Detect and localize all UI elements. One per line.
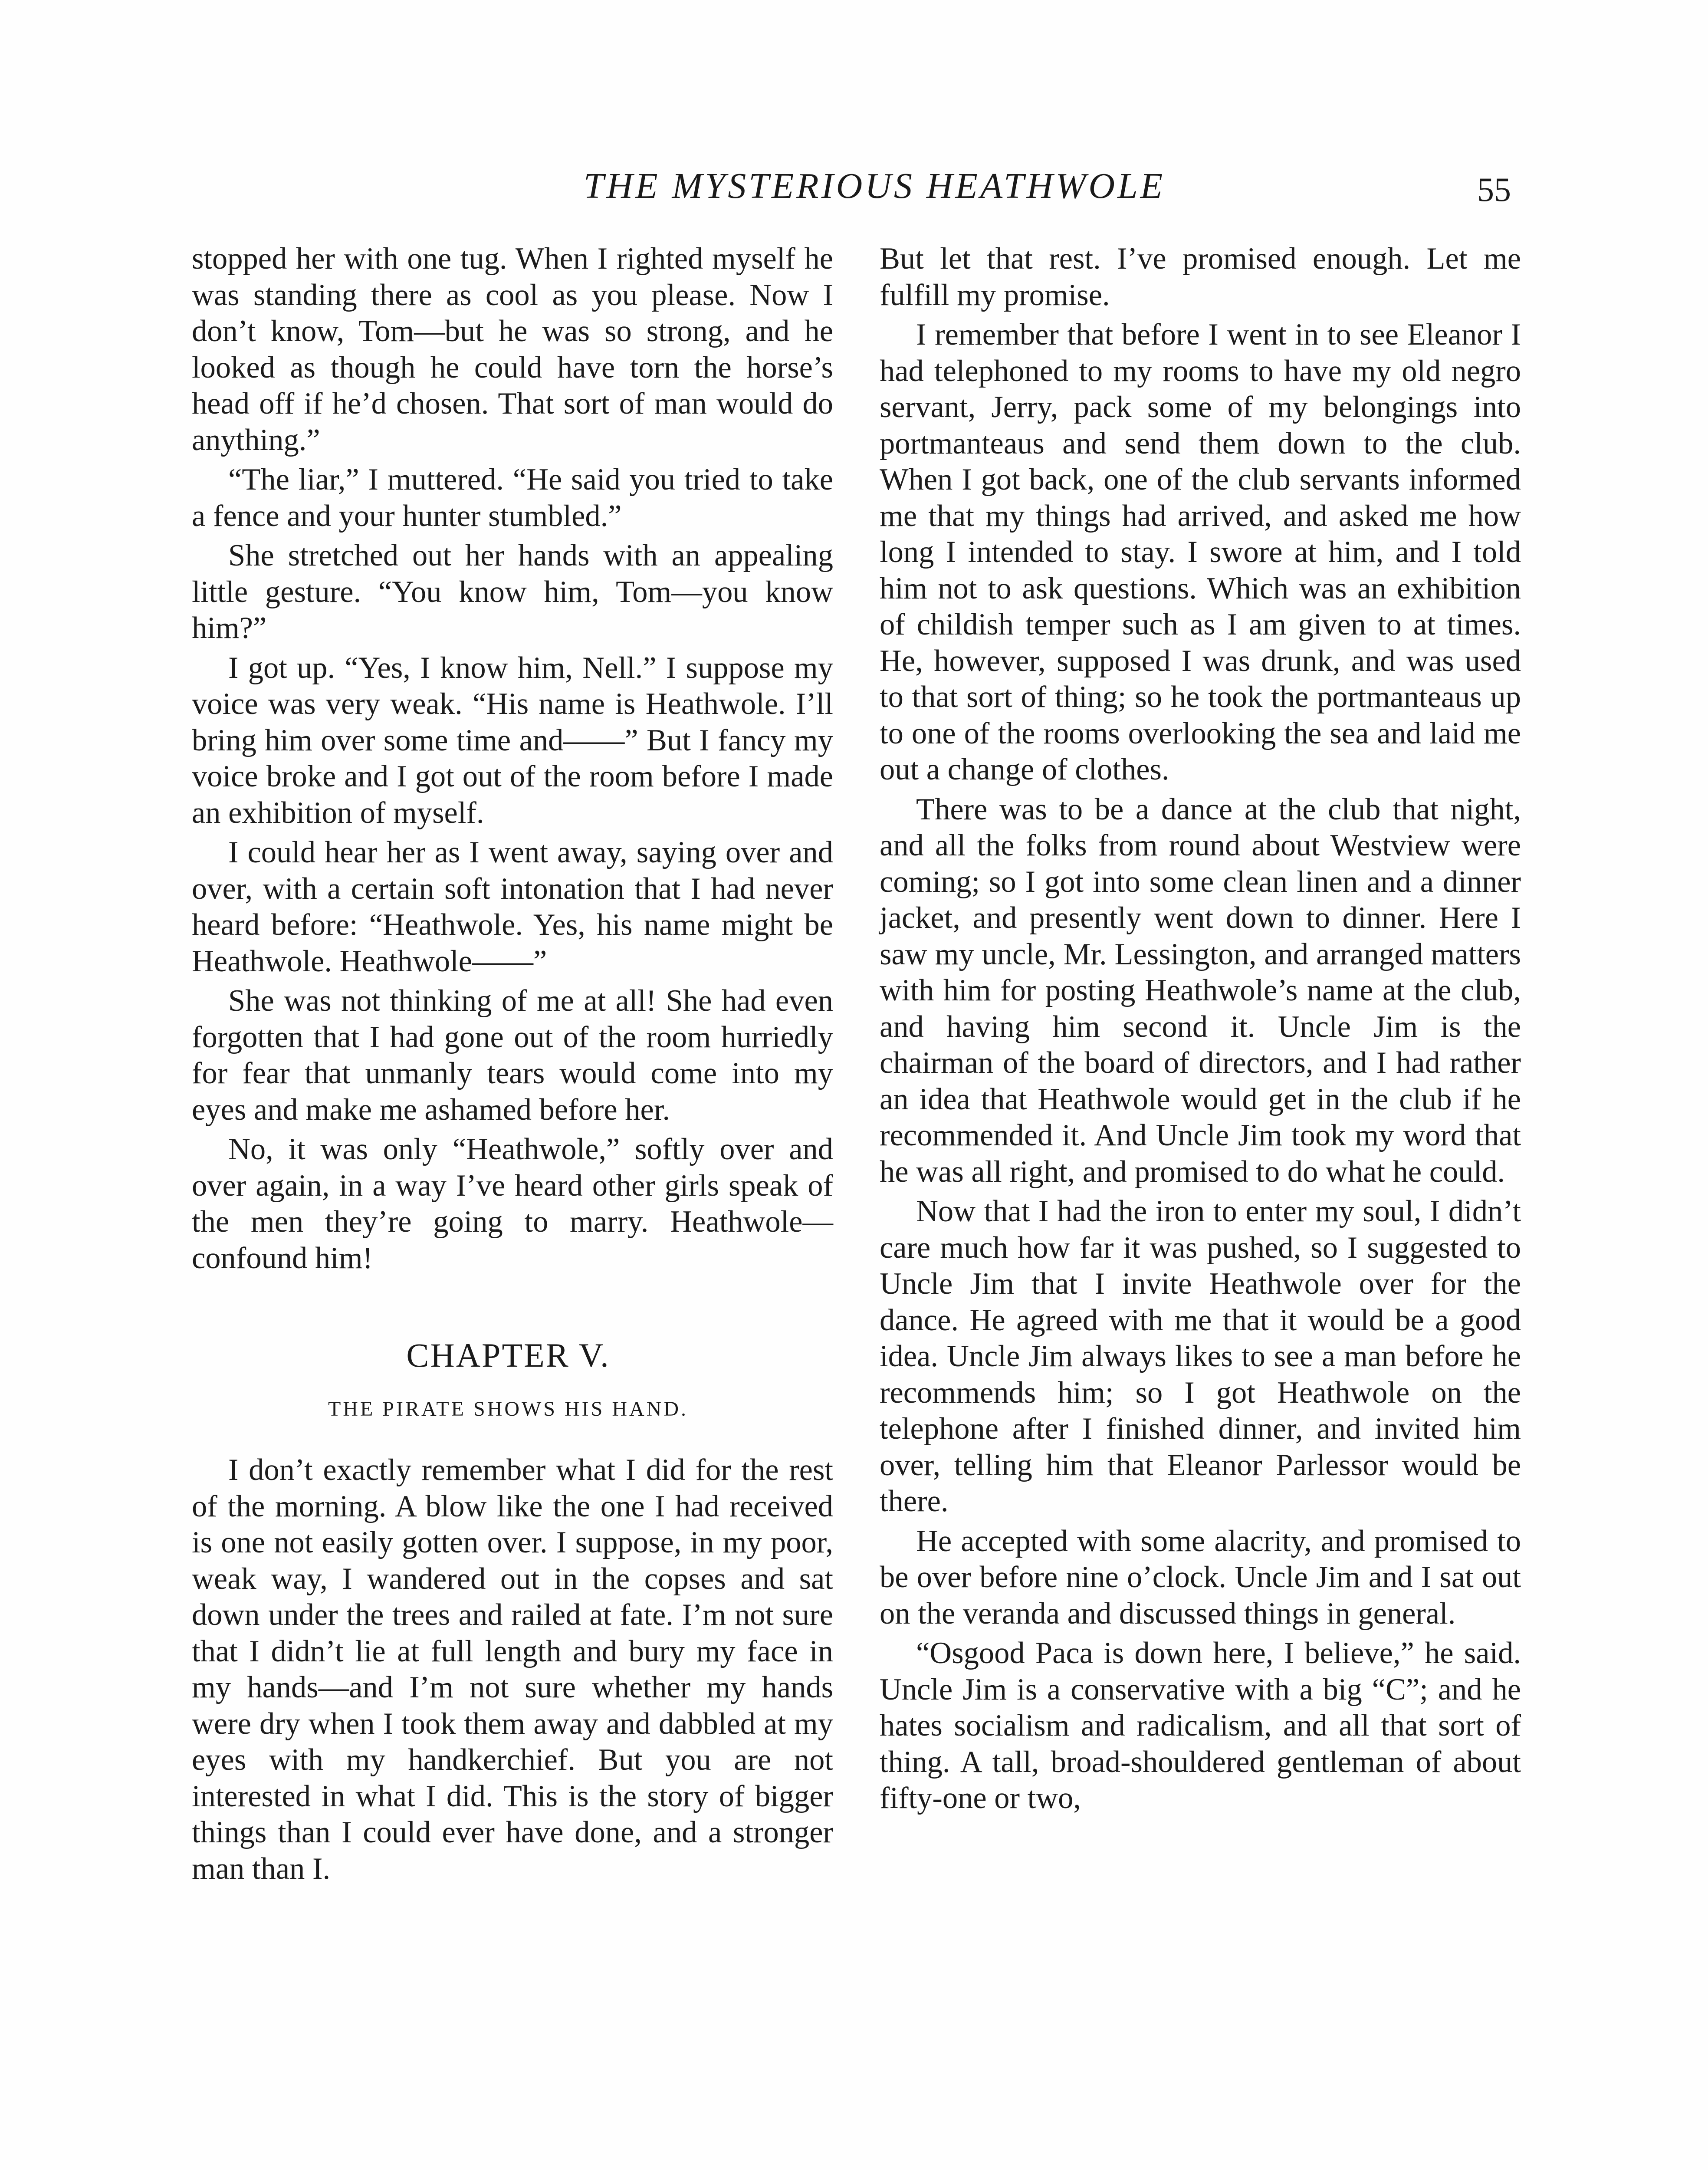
paragraph: I got up. “Yes, I know him, Nell.” I suppose my voice was very weak. “His name is Heathwole. I’ll bring him over some time and——” But I fancy my voice broke and I got out of the room before I made an exhibition of myself. <box>192 651 833 830</box>
paragraph: I don’t exactly remember what I did for the rest of the morning. A blow like the one I had received is one not easily gotten over. I suppose, in my poor, weak way, I wandered out in the copses and sat down under the trees and railed at fate. I’m not sure that I didn’t lie at full length and bury my face in my hands—and I’m not sure whether my hands were dry when I took them away and dabbled at my eyes with my handkerchief. But you are not interested in what I did. This is the story of bigger things than I could ever have done, and a stronger man than I. <box>192 1453 833 1886</box>
paragraph: There was to be a dance at the club that night, and all the folks from round about Westview were coming; so I got into some clean linen and a dinner jacket, and presently went down to dinner. Here I saw my uncle, Mr. Lessington, and arranged matters with him for posting Heathwole’s name at the club, and having him second it. Uncle Jim is the chairman of the board of directors, and I had rather an idea that Heathwole would get in the club if he recommended it. And Uncle Jim took my word that he was all right, and promised to do what he could. <box>880 792 1521 1189</box>
paragraph: No, it was only “Heathwole,” softly over and over again, in a way I’ve heard other girls speak of the men they’re going to marry. Heathwole—confound him! <box>192 1132 833 1275</box>
paragraph: stopped her with one tug. When I righted myself he was standing there as cool as you please. Now I don’t know, Tom—but he was so strong, and he looked as though he could have torn the horse’s head off if he’d chosen. That sort of man would do anything.” <box>192 242 833 457</box>
paragraph: Now that I had the iron to enter my soul, I didn’t care much how far it was pushed, so I suggested to Uncle Jim that I invite Heathwole over for the dance. He agreed with me that it would be a good idea. Uncle Jim always likes to see a man before he recommends him; so I got Heathwole on the telephone after I finished dinner, and invited him over, telling him that Eleanor Parlessor would be there. <box>880 1194 1521 1518</box>
right-column <box>880 241 1521 1820</box>
paragraph: I could hear her as I went away, saying over and over, with a certain soft intonation that I had never heard before: “Heathwole. Yes, his name might be Heathwole. Heathwole——” <box>192 835 833 978</box>
running-title: THE MYSTERIOUS HEATHWOLE <box>583 166 1166 206</box>
page-number: 55 <box>1477 171 1511 208</box>
paragraph: “The liar,” I muttered. “He said you tried to take a fence and your hunter stumbled.” <box>192 463 833 533</box>
paragraph: I remember that before I went in to see Eleanor I had telephoned to my rooms to have my old negro servant, Jerry, pack some of my belongings into portmanteaus and send them down to the club. When I got back, one of the club servants informed me that my things had arrived, and asked me how long I intended to stay. I swore at him, and I told him not to ask questions. Which was an exhibition of childish temper such as I am given to at times. He, however, supposed I was drunk, and was used to that sort of thing; so he took the portmanteaus up to one of the rooms overlooking the sea and laid me out a change of clothes. <box>880 318 1521 786</box>
chapter-title: CHAPTER V. <box>406 1336 610 1374</box>
chapter-subtitle: THE PIRATE SHOWS HIS HAND. <box>328 1397 688 1420</box>
paragraph: She stretched out her hands with an appealing little gesture. “You know him, Tom—you know him?” <box>192 539 833 645</box>
paragraph: She was not thinking of me at all! She had even forgotten that I had gone out of the room hurriedly for fear that unmanly tears would come into my eyes and make me ashamed before her. <box>192 984 833 1127</box>
left-column <box>192 241 833 1891</box>
paragraph: He accepted with some alacrity, and promised to be over before nine o’clock. Uncle Jim and I sat out on the veranda and discussed things in general. <box>880 1524 1521 1631</box>
paragraph: But let that rest. I’ve promised enough. Let me fulfill my promise. <box>880 242 1521 312</box>
paragraph: “Osgood Paca is down here, I believe,” he said. Uncle Jim is a conservative with a big “C”; and he hates socialism and radicalism, and all that sort of thing. A tall, broad-shouldered gentleman of about fifty-one or two, <box>880 1636 1521 1815</box>
